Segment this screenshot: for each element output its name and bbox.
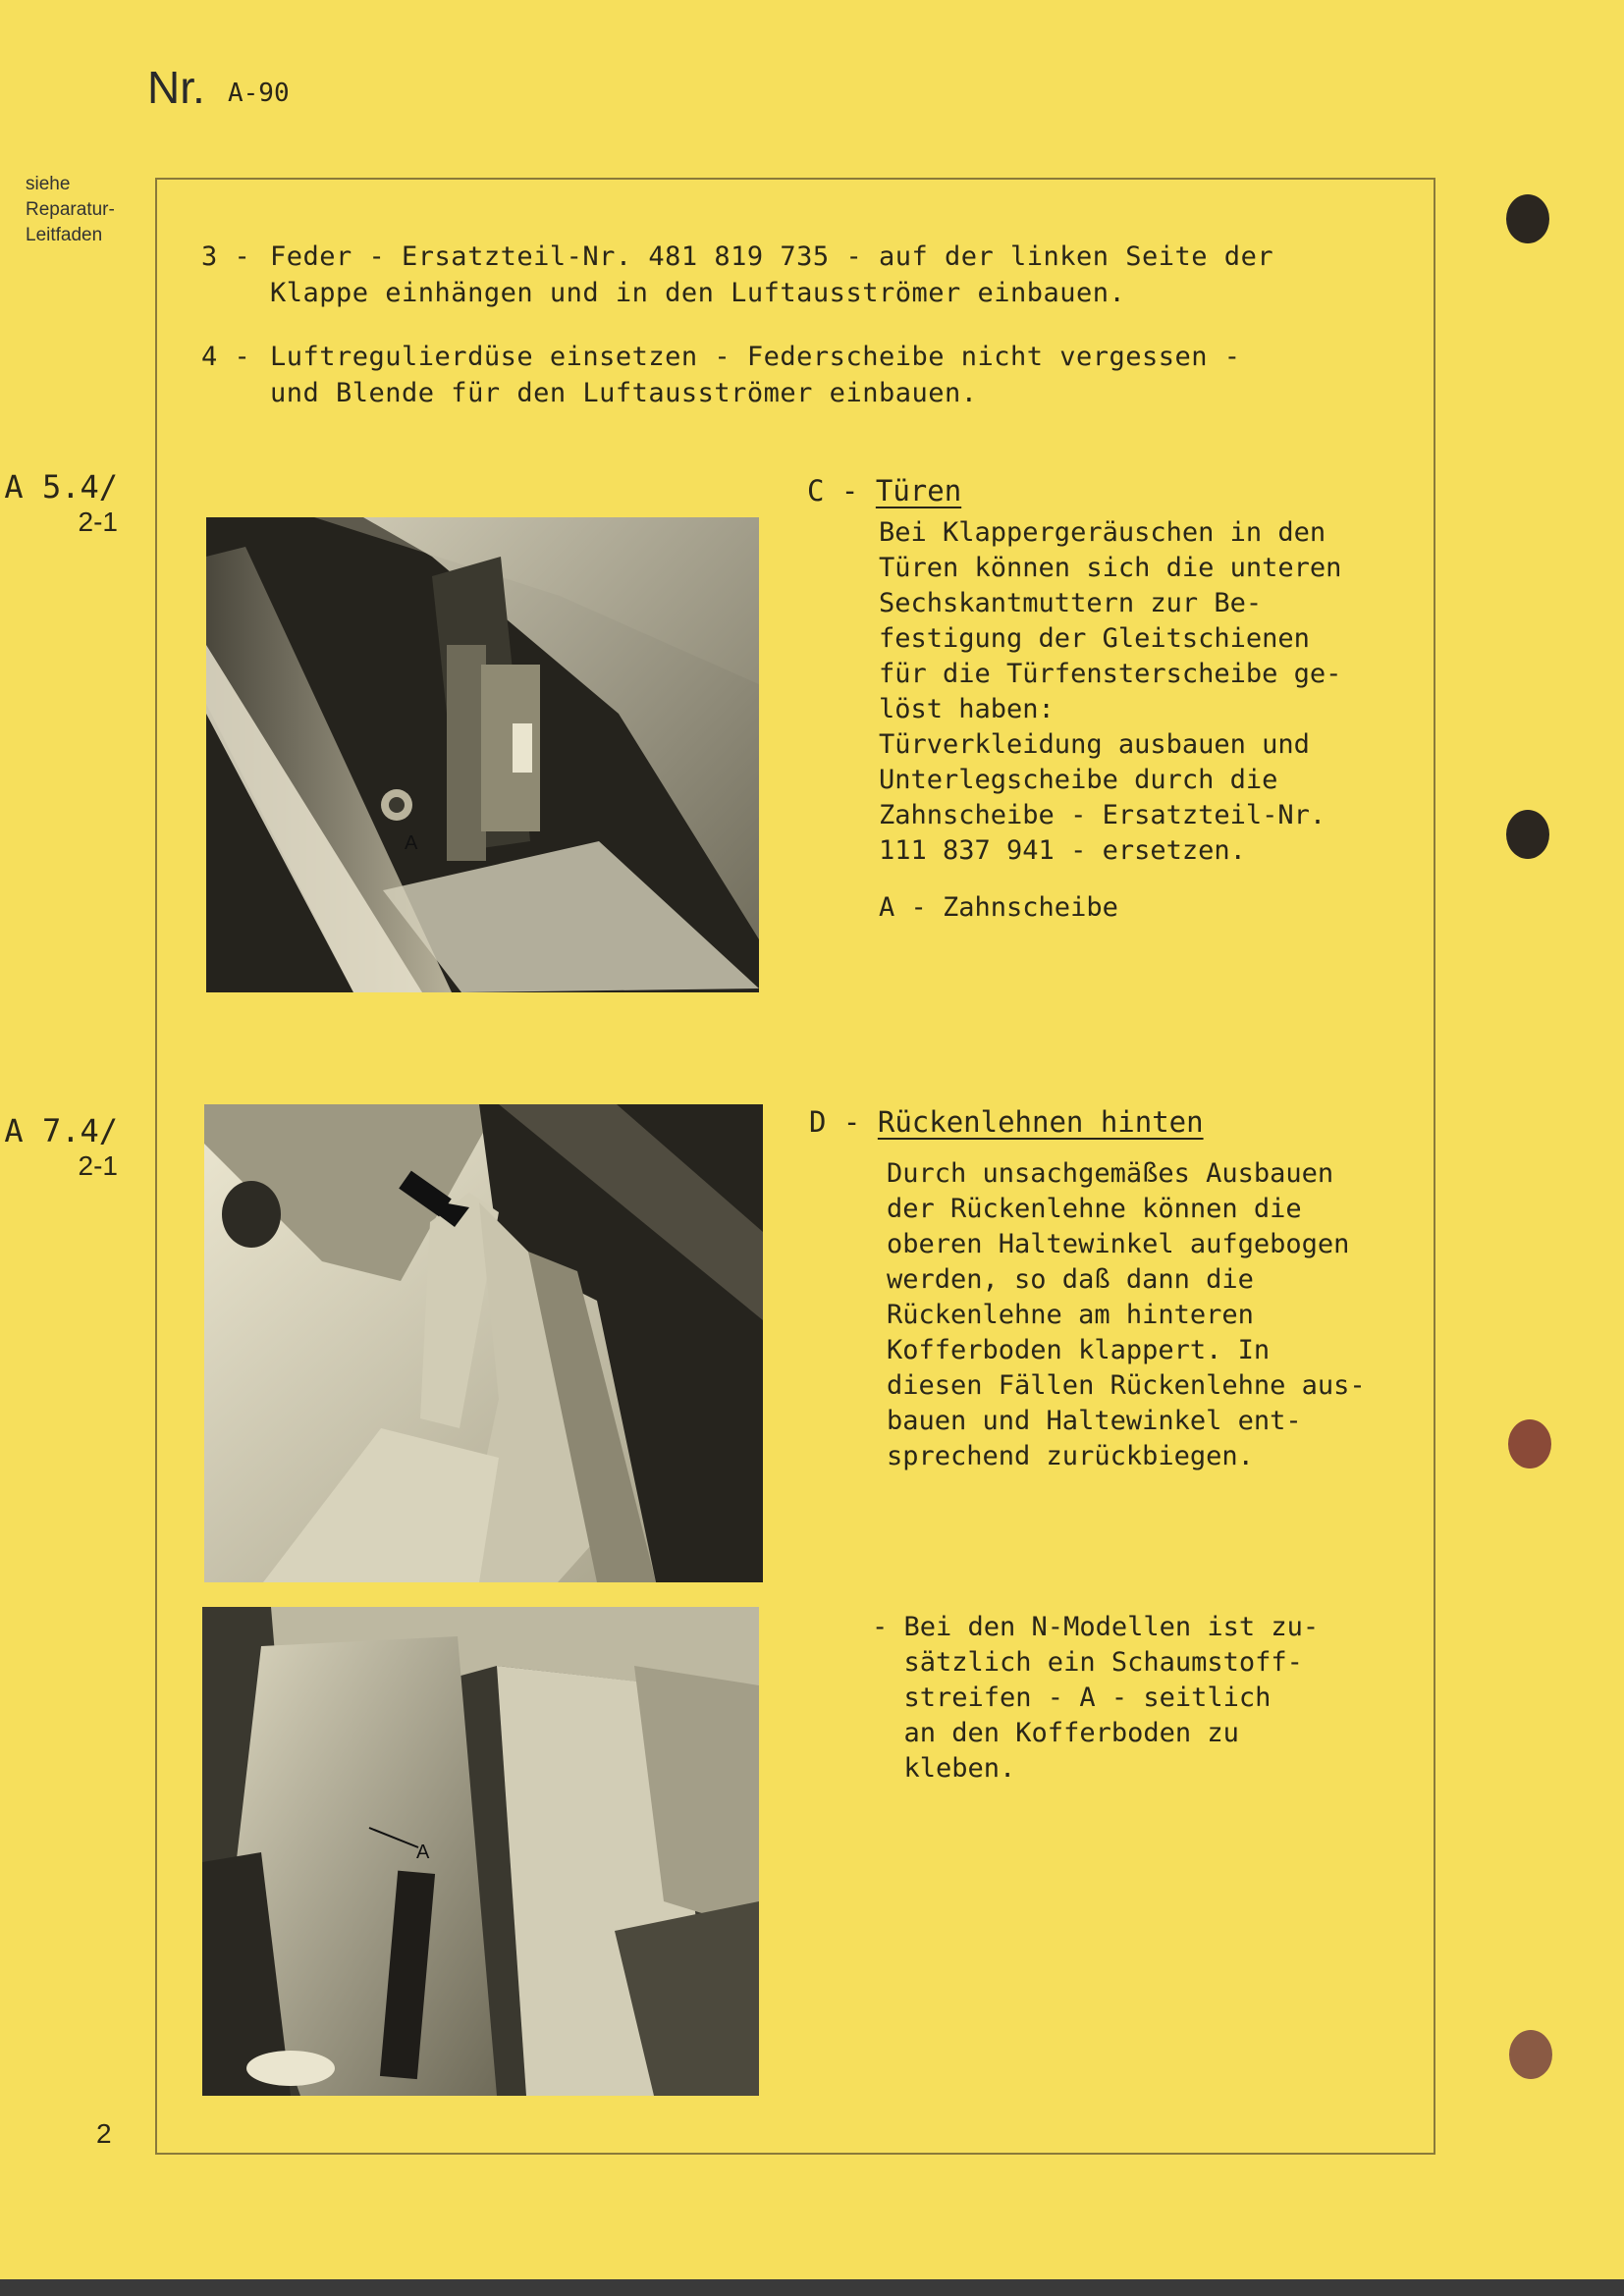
scan-edge	[0, 2279, 1624, 2296]
side-note-line: siehe	[26, 174, 71, 194]
reference-line: A 5.4/	[4, 468, 118, 506]
section-d-body: Durch unsachgemäßes Ausbauen der Rückenlehne können die oberen Haltewinkel aufgebogen werden, so daß dann die Rückenlehne am hinteren Kofferboden klappert. In diesen Fällen Rückenlehne aus- bauen und Haltewinkel ent- sprechend zurückbiegen.	[887, 1158, 1366, 1471]
reference-section-d	[0, 1113, 118, 1184]
binder-hole	[1506, 810, 1549, 859]
page-number: 2	[96, 2118, 112, 2149]
step-text: Feder - Ersatzteil-Nr. 481 819 735 - auf der linken Seite der	[270, 241, 1274, 272]
step-3	[201, 239, 1380, 311]
n-model-note: - Bei den N-Modellen ist zu- sätzlich ein Schaumstoff- streifen - A - seitlich an den Kofferboden zu kleben.	[872, 1612, 1320, 1784]
binder-hole	[1509, 2030, 1552, 2079]
section-c-heading	[807, 473, 961, 508]
step-text: Klappe einhängen und in den Luftausströmer einbauen.	[270, 278, 1126, 308]
step-4	[201, 339, 1380, 411]
photo-callout-label: A	[416, 1842, 430, 1863]
side-note-line: Reparatur-	[26, 199, 115, 220]
reference-line: 2-1	[78, 507, 118, 537]
binder-hole	[1508, 1419, 1551, 1468]
section-letter: D -	[809, 1105, 861, 1139]
step-text: und Blende für den Luftausströmer einbauen.	[270, 378, 978, 408]
section-title: Rückenlehnen hinten	[877, 1105, 1204, 1139]
section-c-legend: A - Zahnscheibe	[879, 892, 1118, 923]
section-title: Türen	[875, 474, 962, 507]
step-number: 3 -	[201, 241, 251, 272]
seatback-bracket-photo	[204, 1104, 763, 1582]
document-number-code: A-90	[228, 79, 290, 108]
step-number: 4 -	[201, 342, 251, 372]
step-text: Luftregulierdüse einsetzen - Federscheibe nicht vergessen -	[270, 342, 1241, 372]
foam-strip-photo	[202, 1607, 759, 2096]
photo-callout-label: A	[405, 832, 418, 854]
document-number-label: Nr.	[147, 62, 205, 113]
side-note	[26, 172, 163, 248]
section-c-body: Bei Klappergeräuschen in den Türen können sich die unteren Sechskantmuttern zur Be- festigung der Gleitschienen für die Türfensterscheibe ge- löst haben: Türverkleidung ausbauen und Unterlegscheibe durch die Zahnscheibe - Ersatzteil-Nr. 111 837 941 - ersetzen.	[879, 517, 1342, 866]
section-d-heading	[809, 1104, 1204, 1140]
side-note-line: Leitfaden	[26, 225, 103, 245]
section-letter: C -	[807, 474, 859, 507]
reference-line: 2-1	[78, 1150, 118, 1181]
reference-section-c	[0, 469, 118, 540]
door-rail-photo	[206, 517, 759, 992]
binder-hole	[1506, 194, 1549, 243]
reference-line: A 7.4/	[4, 1112, 118, 1149]
